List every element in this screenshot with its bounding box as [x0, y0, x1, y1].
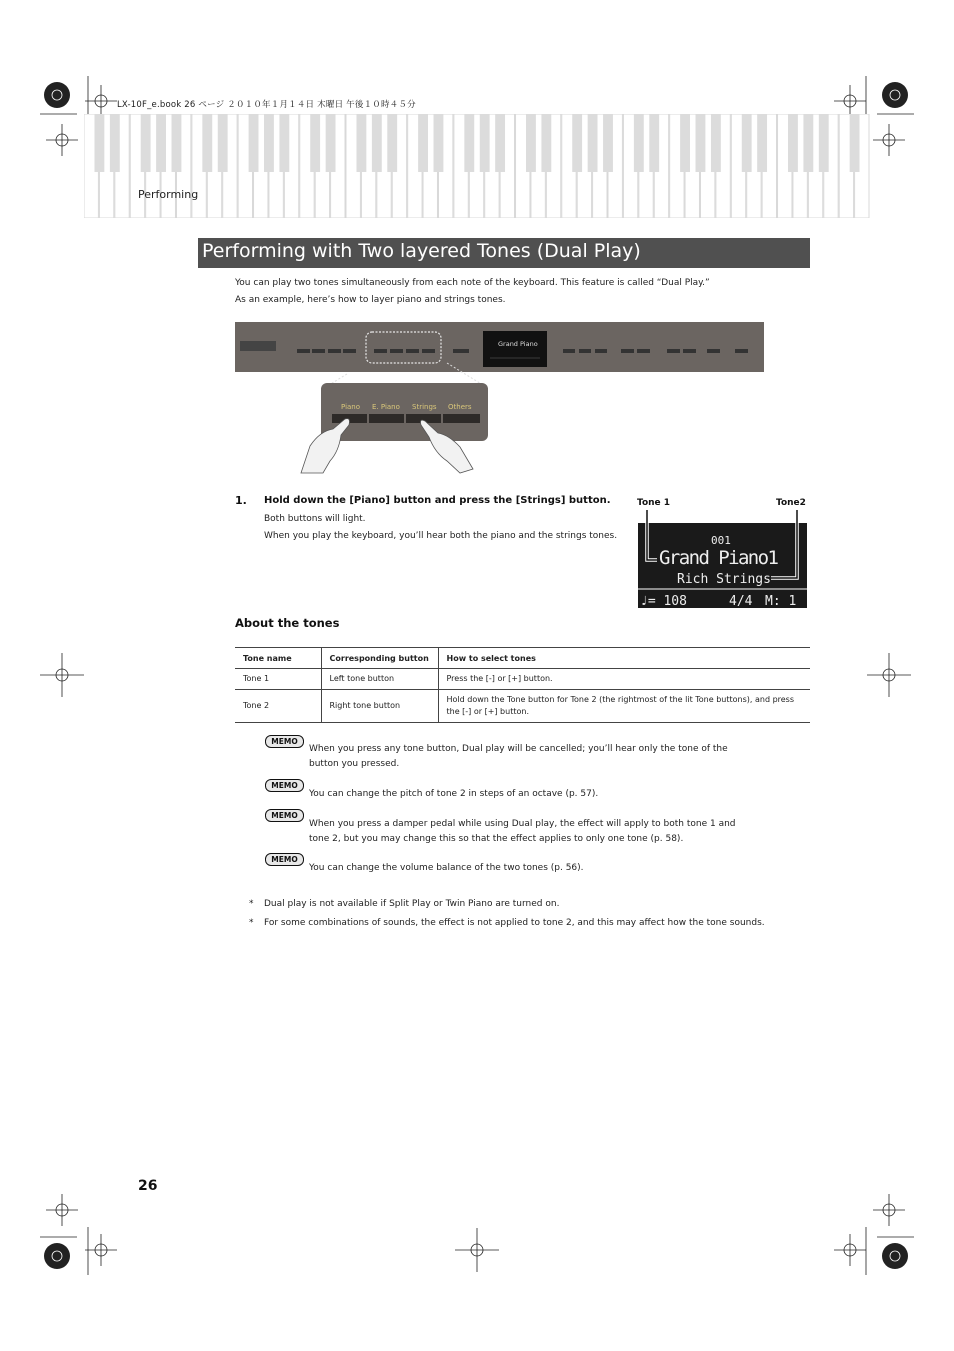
memo-icon: MEMO — [265, 735, 304, 748]
note-item — [249, 918, 765, 928]
table-row — [235, 669, 810, 690]
lcd-beat: 4/4 — [729, 594, 753, 609]
tone-label-others: Others — [448, 403, 472, 411]
table-cell: Hold down the Tone button for Tone 2 (the rightmost of the lit Tone buttons), and press the [-] or [+] button. — [438, 690, 810, 723]
tone-panel-zoom — [321, 383, 488, 441]
memo-text: You can change the pitch of tone 2 in steps of an octave (p. 57). — [309, 789, 599, 799]
keyboard-header-graphic — [84, 114, 870, 218]
table-row — [235, 690, 810, 723]
step-number: 1. — [235, 494, 247, 507]
lcd-line2: Rich Strings — [677, 572, 771, 587]
tone-label-epiano: E. Piano — [372, 403, 400, 411]
file-info: LX-10F_e.book 26 ページ ２０１０年１月１４日 木曜日 午後１０時４５分 — [117, 100, 416, 110]
tone-label-strings: Strings — [412, 403, 437, 411]
section-label: Performing — [138, 188, 199, 201]
table-cell: Press the [-] or [+] button. — [438, 669, 810, 690]
memo-text: When you press a damper pedal while using Dual play, the effect will apply to both tone 1 and tone 2, but you may change this so that the effect applies to only one tone (p. 58). — [309, 819, 736, 844]
step-instruction: Hold down the [Piano] button and press the [Strings] button. — [264, 495, 611, 506]
memo-icon: MEMO — [265, 853, 304, 866]
lcd-tempo: ♩= 108 — [640, 594, 687, 609]
about-tones-heading: About the tones — [235, 616, 340, 630]
table-cell: Left tone button — [321, 669, 438, 690]
page-number: 26 — [138, 1178, 158, 1194]
intro-line-2: As an example, here’s how to layer piano and strings tones. — [235, 295, 506, 305]
tone-label-piano: Piano — [341, 403, 361, 411]
lcd-line1: Grand Piano1 — [659, 547, 779, 569]
table-cell: Right tone button — [321, 690, 438, 723]
lcd-display — [637, 510, 808, 610]
table-header: Corresponding button — [321, 648, 438, 669]
table-header-row — [235, 648, 810, 669]
lcd-label-tone2: Tone2 — [776, 498, 806, 508]
lcd-number: 001 — [711, 534, 731, 547]
memo-text: You can change the volume balance of the two tones (p. 56). — [309, 863, 584, 873]
note-text: For some combinations of sounds, the effect is not applied to tone 2, and this may affect how the tone sounds. — [264, 918, 765, 928]
page-title: Performing with Two layered Tones (Dual Play) — [202, 240, 641, 262]
step-detail-2: When you play the keyboard, you’ll hear both the piano and the strings tones. — [264, 531, 618, 541]
intro-line-1: You can play two tones simultaneously from each note of the keyboard. This feature is called “Dual Play.” — [235, 278, 710, 288]
note-marker: * — [249, 918, 254, 928]
table-header: Tone name — [235, 648, 321, 669]
panel-display-text: Grand Piano — [498, 340, 538, 348]
memo-icon: MEMO — [265, 779, 304, 792]
memo-text: When you press any tone button, Dual play will be cancelled; you’ll hear only the tone of the button you pressed. — [309, 744, 728, 769]
note-item — [249, 899, 559, 909]
note-marker: * — [249, 899, 254, 909]
table-cell: Tone 2 — [235, 690, 321, 723]
panel-illustration — [235, 321, 765, 476]
page-title-bar — [198, 238, 810, 268]
step-detail-1: Both buttons will light. — [264, 514, 366, 524]
tones-table — [235, 647, 810, 723]
table-cell: Tone 1 — [235, 669, 321, 690]
lcd-label-tone1: Tone 1 — [637, 498, 671, 508]
panel-display — [483, 331, 547, 367]
note-text: Dual play is not available if Split Play or Twin Piano are turned on. — [264, 899, 560, 909]
table-header: How to select tones — [438, 648, 810, 669]
lcd-measure: M: 1 — [765, 594, 797, 609]
memo-icon: MEMO — [265, 809, 304, 822]
